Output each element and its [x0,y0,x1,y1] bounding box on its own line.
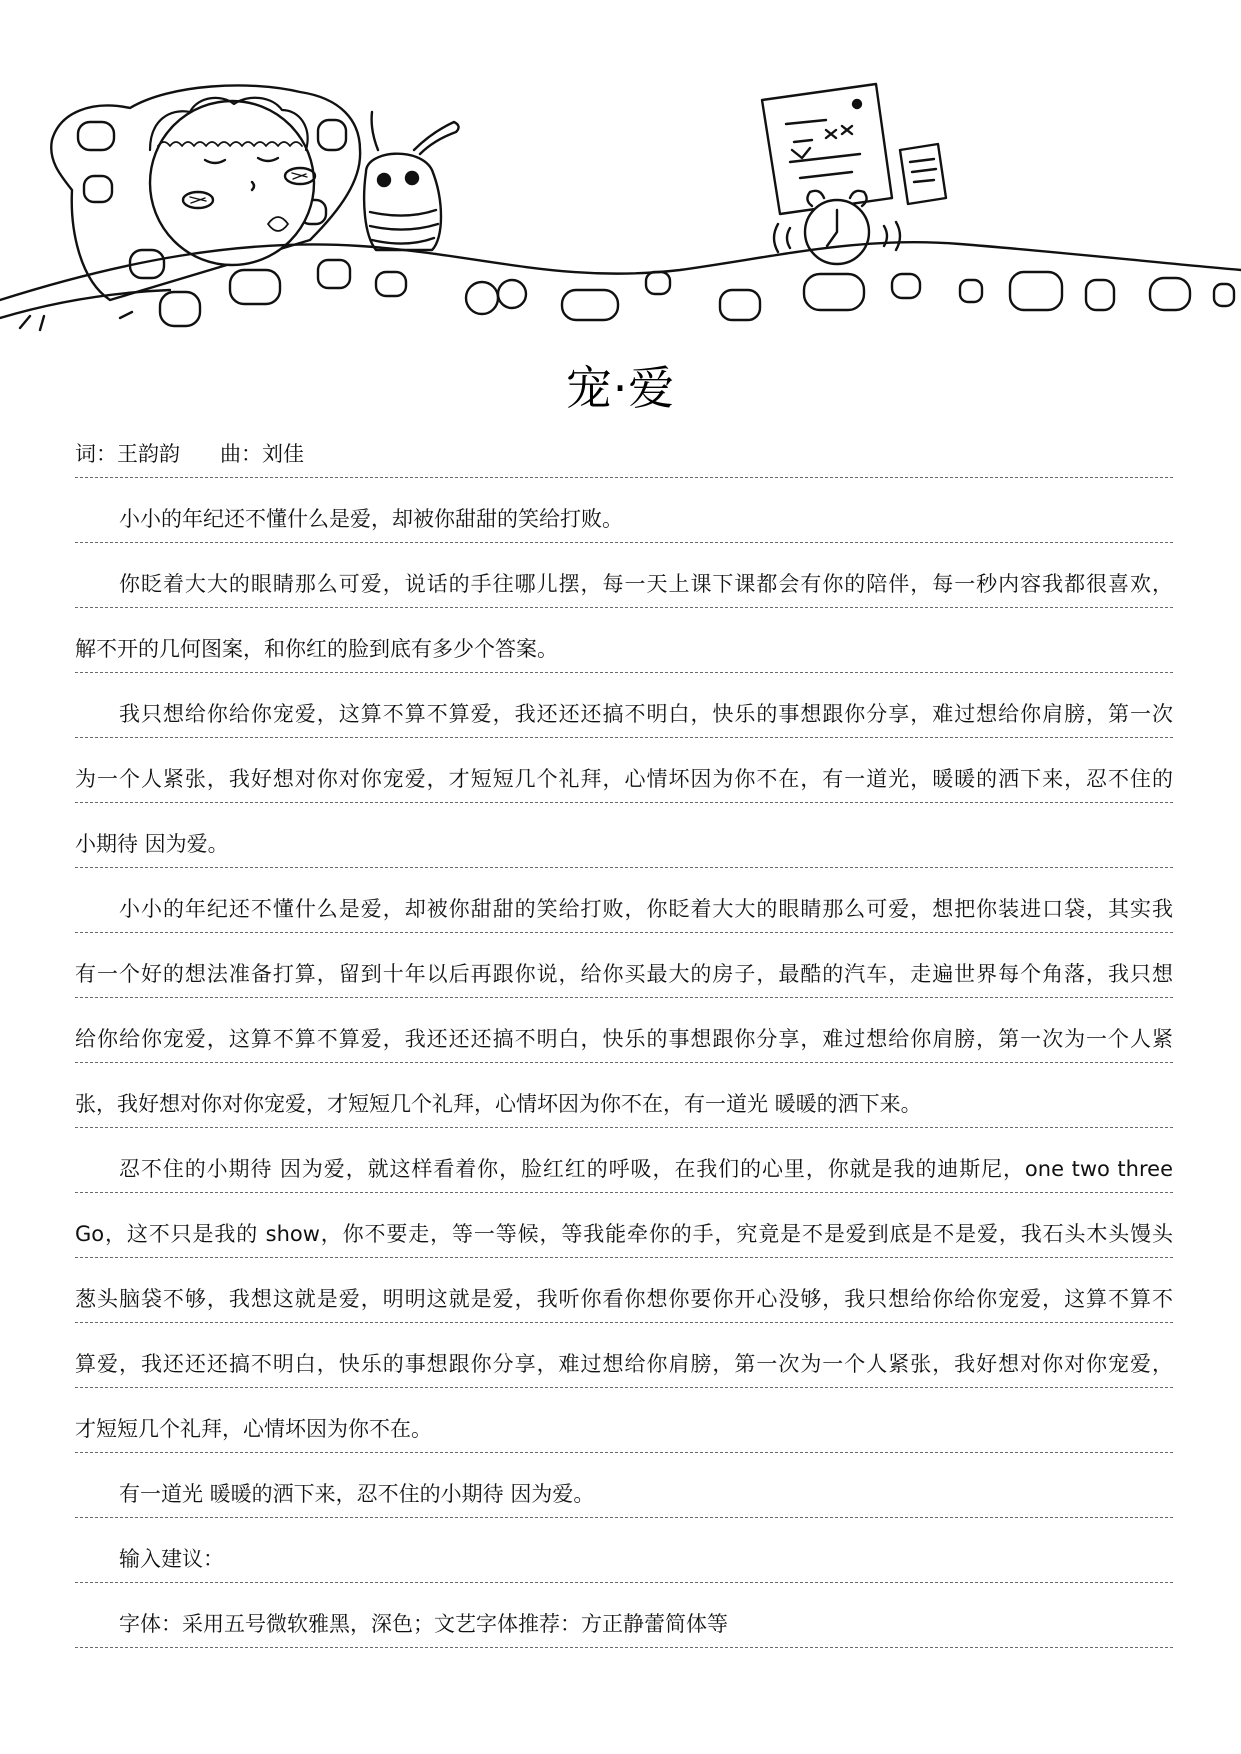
lyrics-body [75,430,1173,1648]
lyric-line: 为一个人紧张，我好想对你对你宠爱，才短短几个礼拜，心情坏因为你不在，有一道光，暖暖的洒下来，忍不住的 [75,738,1173,803]
lyric-line: 解不开的几何图案，和你红的脸到底有多少个答案。 [75,608,1173,673]
lyric-line: 小小的年纪还不懂什么是爱，却被你甜甜的笑给打败。 [75,478,1173,543]
bug-toy-drawing [364,112,458,250]
lyric-line: 才短短几个礼拜，心情坏因为你不在。 [75,1388,1173,1453]
lyric-line: 你眨着大大的眼睛那么可爱，说话的手往哪儿摆，每一天上课下课都会有你的陪伴，每一秒内容我都很喜欢， [75,543,1173,608]
lyric-line: 张，我好想对你对你宠爱，才短短几个礼拜，心情坏因为你不在，有一道光 暖暖的洒下来。 [75,1063,1173,1128]
lyric-line: 小小的年纪还不懂什么是爱，却被你甜甜的笑给打败，你眨着大大的眼睛那么可爱，想把你装进口袋，其实我 [75,868,1173,933]
sleeping-child-drawing [150,98,315,265]
lyric-line: Go，这不只是我的 show，你不要走，等一等候，等我能牵你的手，究竟是不是爱到底是不是爱，我石头木头馒头 [75,1193,1173,1258]
lyric-line: 给你给你宠爱，这算不算不算爱，我还还还搞不明白，快乐的事想跟你分享，难过想给你肩膀，第一次为一个人紧 [75,998,1173,1063]
lyric-line: 小期待 因为爱。 [75,803,1173,868]
lyricist-credit: 词：王韵韵 [75,442,180,466]
blanket-drawing [0,242,1241,330]
lyric-line: 有一道光 暖暖的洒下来，忍不住的小期待 因为爱。 [75,1453,1173,1518]
header-illustration [0,0,1241,340]
paper-notes-drawing [762,84,946,214]
lyric-line: 忍不住的小期待 因为爱，就这样看着你，脸红红的呼吸，在我们的心里，你就是我的迪斯尼，one two three [75,1128,1173,1193]
song-title: 宠·爱 [565,361,676,415]
lyric-line: 我只想给你给你宠爱，这算不算不算爱，我还还还搞不明白，快乐的事想跟你分享，难过想给你肩膀，第一次 [75,673,1173,738]
input-suggestion-heading: 输入建议： [75,1518,1173,1583]
lyric-line: 算爱，我还还还搞不明白，快乐的事想跟你分享，难过想给你肩膀，第一次为一个人紧张，我好想对你对你宠爱， [75,1323,1173,1388]
font-suggestion: 字体：采用五号微软雅黑，深色；文艺字体推荐：方正静蕾简体等 [75,1583,1173,1648]
lyric-line: 有一个好的想法准备打算，留到十年以后再跟你说，给你买最大的房子，最酷的汽车，走遍世界每个角落，我只想 [75,933,1173,998]
lyric-line: 葱头脑袋不够，我想这就是爱，明明这就是爱，我听你看你想你要你开心没够，我只想给你给你宠爱，这算不算不 [75,1258,1173,1323]
credits-line [75,430,1173,478]
composer-credit: 曲：刘佳 [220,442,304,466]
